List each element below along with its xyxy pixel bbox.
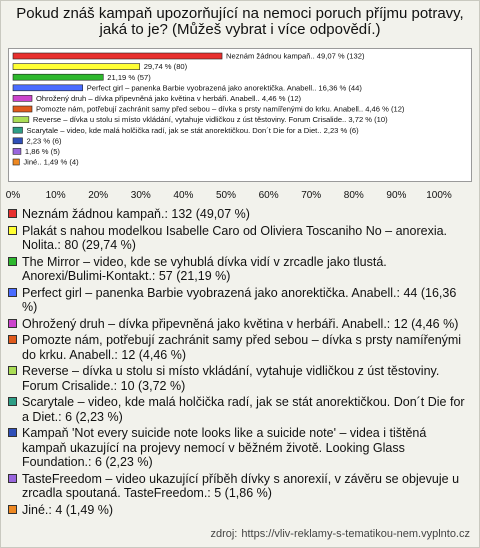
bar-label-3: 21,19 % (57) <box>107 72 151 82</box>
x-tick-label-5: 50% <box>215 190 237 201</box>
legend-item <box>8 333 472 362</box>
bar-label-6: Pomozte nám, potřebují zachránit samy před sebou – dívka s prsty namířenými do krku. Anabell.. 4,46 % (12) <box>35 104 405 114</box>
legend-item <box>8 426 472 470</box>
bar-3 <box>13 74 103 80</box>
legend-item <box>8 503 472 518</box>
source-label: zdroj: <box>210 528 238 540</box>
bar-6 <box>13 106 32 112</box>
legend-item <box>8 255 472 284</box>
legend-swatch <box>8 366 17 375</box>
bar-label-10: 1,86 % (5) <box>24 147 60 156</box>
legend <box>8 207 472 519</box>
bar-label-5: Ohrožený druh – dívka připevněná jako květina v herbáři. Anabell.. 4,46 % (12) <box>35 94 302 103</box>
x-tick-label-1: 10% <box>45 190 66 201</box>
bar-chart <box>0 0 480 205</box>
bar-label-7: Reverse – dívka u stolu si místo vkládání, vytahuje vidličkou z úst těstoviny. Forum Crisalide.. 3,72 % (10) <box>32 115 388 125</box>
x-tick-label-9: 90% <box>386 190 407 201</box>
bar-10 <box>13 148 21 154</box>
bar-9 <box>13 138 22 144</box>
legend-label: Reverse – dívka u stolu si místo vkládání, vytahuje vidličkou z úst těstoviny. Forum Crisalide.: 10 (3,72 %) <box>22 364 440 393</box>
legend-swatch <box>8 335 17 344</box>
legend-item <box>8 224 472 253</box>
bar-label-2: 29,74 % (80) <box>143 62 188 72</box>
source-note <box>206 528 470 540</box>
x-tick-label-4: 40% <box>173 190 194 201</box>
legend-label: Scarytale – video, kde malá holčička radí, jak se stát anorektičkou. Don´t Die for a Diet.: 6 (2,23 %) <box>22 395 465 424</box>
legend-swatch <box>8 288 17 297</box>
source-url: https://vliv-reklamy-s-tematikou-nem.vyplnto.cz <box>241 528 470 540</box>
bar-label-8: Scarytale – video, kde malá holčička radí, jak se stát anorektičkou. Don´t Die for a Diet.. 2,23 % (6) <box>26 125 359 135</box>
legend-label: Jiné.: 4 (1,49 %) <box>22 502 114 517</box>
legend-swatch <box>8 226 17 235</box>
legend-item <box>8 395 472 424</box>
legend-swatch <box>8 257 17 266</box>
legend-swatch <box>8 397 17 406</box>
x-tick-label-3: 30% <box>130 190 151 201</box>
legend-item <box>8 207 472 222</box>
bar-8 <box>13 127 22 133</box>
bar-5 <box>13 95 32 101</box>
title-line-2: jaká to je? (Můžeš vybrat i více odpovědí.) <box>99 21 381 38</box>
legend-label: The Mirror – video, kde se vyhublá dívka vidí v zrcadle jako tlustá. Anorexi/Bulimi-Kontakt.: 57 (21,19 %) <box>22 254 387 283</box>
legend-item <box>8 286 472 315</box>
legend-item <box>8 472 472 501</box>
bar-4 <box>13 85 83 91</box>
x-tick-label-6: 60% <box>258 190 279 201</box>
x-tick-label-2: 20% <box>88 190 109 201</box>
bar-1 <box>13 53 222 59</box>
legend-label: Plakát s nahou modelkou Isabelle Caro od Oliviera Toscaniho No – anorexia. Nolita.: 80 (29,74 %) <box>22 223 448 252</box>
x-tick-label-8: 80% <box>343 190 364 201</box>
bar-label-4: Perfect girl – panenka Barbie vyobrazená jako anorektička. Anabell.. 16,36 % (44) <box>86 83 362 93</box>
bar-label-9: 2,23 % (6) <box>26 136 62 146</box>
legend-swatch <box>8 319 17 328</box>
legend-item <box>8 317 472 332</box>
legend-swatch <box>8 428 17 437</box>
bar-7 <box>13 117 29 123</box>
legend-label: Pomozte nám, potřebují zachránit samy před sebou – dívka s prsty namířenými do krku. Anabell.: 12 (4,46 %) <box>22 333 462 362</box>
legend-label: Ohrožený druh – dívka připevněná jako květina v herbáři. Anabell.: 12 (4,46 %) <box>22 316 459 331</box>
legend-swatch <box>8 505 17 514</box>
x-tick-label-7: 70% <box>301 190 322 201</box>
bar-11 <box>13 159 19 165</box>
legend-label: Kampaň 'Not every suicide note looks like a suicide note' – videa i tištěná kampaň ukazující na projevy nemocí v běžném životě. Looking Glass Foundation.: 6 (2,23 %) <box>22 426 427 469</box>
legend-swatch <box>8 474 17 483</box>
legend-label: TasteFreedom – video ukazující příběh dívky s anorexií, v závěru se objevuje u zrcadla spoutaná. TasteFreedom.: 5 (1,86 %) <box>22 471 460 500</box>
legend-label: Neznám žádnou kampaň.: 132 (49,07 %) <box>22 207 250 221</box>
bar-2 <box>13 64 140 70</box>
legend-swatch <box>8 209 17 218</box>
bar-label-1: Neznám žádnou kampaň.. 49,07 % (132) <box>226 51 365 61</box>
x-tick-label-10: 100% <box>426 190 452 201</box>
legend-label: Perfect girl – panenka Barbie vyobrazená jako anorektička. Anabell.: 44 (16,36 %) <box>22 285 457 314</box>
bar-label-11: Jiné.. 1,49 % (4) <box>23 157 79 167</box>
legend-item <box>8 364 472 393</box>
x-tick-label-0: 0% <box>5 190 21 201</box>
title-line-1: Pokud znáš kampaň upozorňující na nemoci poruch příjmu potravy, <box>16 5 464 22</box>
